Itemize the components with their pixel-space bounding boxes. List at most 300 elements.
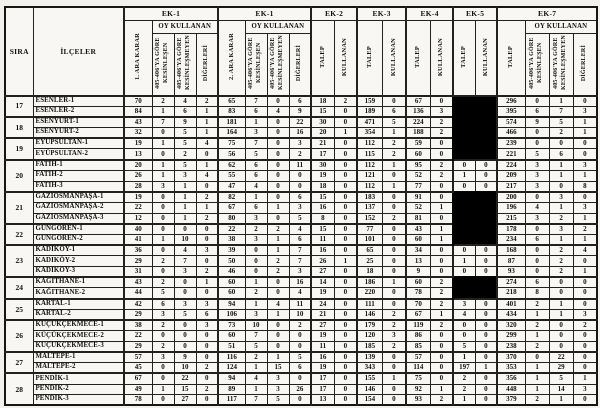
value-cell: 7 <box>245 395 267 406</box>
value-cell: 8 <box>311 213 334 224</box>
table-row <box>5 363 597 374</box>
value-cell: 2 <box>525 299 549 310</box>
value-cell: 0 <box>334 160 357 171</box>
value-cell: 0 <box>152 128 174 139</box>
header-ek1a-kesinlesen <box>152 34 174 96</box>
rotated-label: 405-406'YA GÖRE KESİNLEŞMEYEN <box>177 35 191 91</box>
value-cell: 0 <box>475 352 497 363</box>
value-cell: 27 <box>174 395 196 406</box>
value-cell: 164 <box>218 128 245 139</box>
value-cell: 0 <box>382 299 406 310</box>
rotated-label: TALEP <box>460 45 468 68</box>
value-cell: 12 <box>124 213 152 224</box>
value-cell: 6 <box>525 234 549 245</box>
redacted-cell <box>453 213 475 224</box>
value-cell: 0 <box>334 299 357 310</box>
value-cell: 1 <box>430 384 453 395</box>
rotated-label: 405-406'YA GÖRE KESİNLEŞMEYEN <box>270 35 285 91</box>
value-cell: 1 <box>196 106 218 117</box>
district-cell: KAĞITHANE-2 <box>33 288 124 299</box>
value-cell: 29 <box>124 309 152 320</box>
rotated-label: 1. ARA KARAR <box>134 33 142 81</box>
value-cell: 2 <box>430 288 453 299</box>
value-cell: 0 <box>196 352 218 363</box>
table-row <box>5 352 597 363</box>
value-cell: 21 <box>311 309 334 320</box>
value-cell: 7 <box>152 117 174 128</box>
value-cell: 2 <box>334 96 357 107</box>
value-cell: 2 <box>382 149 406 160</box>
value-cell: 181 <box>218 117 245 128</box>
rotated-label: KULLANAN <box>341 37 349 76</box>
district-cell: ESENLER-1 <box>33 96 124 107</box>
value-cell: 10 <box>245 320 267 331</box>
value-cell: 0 <box>334 117 357 128</box>
value-cell: 0 <box>382 96 406 107</box>
header-ek4-talep <box>406 21 430 96</box>
value-cell: 0 <box>196 331 218 342</box>
header-ek1b-title: EK-1 <box>218 7 311 21</box>
redacted-cell <box>453 106 475 117</box>
value-cell: 2 <box>245 288 267 299</box>
sira-cell: 21 <box>5 192 33 224</box>
value-cell: 0 <box>152 245 174 256</box>
value-cell: 43 <box>124 117 152 128</box>
value-cell: 5 <box>245 341 267 352</box>
value-cell: 0 <box>196 181 218 192</box>
header-ek1b-karar <box>218 21 245 96</box>
value-cell: 0 <box>245 256 267 267</box>
value-cell: 1 <box>549 299 573 310</box>
district-cell: EYÜPSULTAN-2 <box>33 149 124 160</box>
sira-cell: 26 <box>5 320 33 352</box>
table-row <box>5 138 597 149</box>
redacted-cell <box>453 117 475 128</box>
value-cell: 221 <box>497 149 525 160</box>
value-cell: 353 <box>497 363 525 374</box>
sira-cell: 19 <box>5 138 33 159</box>
value-cell: 155 <box>357 373 382 384</box>
table-row <box>5 213 597 224</box>
value-cell: 159 <box>357 96 382 107</box>
value-cell: 0 <box>289 341 311 352</box>
value-cell: 40 <box>124 224 152 235</box>
district-cell: KADIKÖY-2 <box>33 256 124 267</box>
value-cell: 56 <box>218 149 245 160</box>
value-cell: 0 <box>289 373 311 384</box>
value-cell: 9 <box>174 117 196 128</box>
value-cell: 57 <box>406 352 430 363</box>
value-cell: 0 <box>152 149 174 160</box>
value-cell: 26 <box>124 170 152 181</box>
header-ek1a-digerleri <box>196 34 218 96</box>
value-cell: 60 <box>218 331 245 342</box>
value-cell: 77 <box>406 181 430 192</box>
value-cell: 0 <box>573 149 597 160</box>
value-cell: 19 <box>311 363 334 374</box>
table-row <box>5 192 597 203</box>
value-cell: 6 <box>245 170 267 181</box>
value-cell: 0 <box>525 192 549 203</box>
value-cell: 379 <box>497 395 525 406</box>
value-cell: 6 <box>245 202 267 213</box>
value-cell: 0 <box>334 192 357 203</box>
value-cell: 0 <box>475 267 497 278</box>
value-cell: 0 <box>475 331 497 342</box>
value-cell: 168 <box>497 245 525 256</box>
value-cell: 0 <box>475 309 497 320</box>
value-cell: 7 <box>245 138 267 149</box>
value-cell: 94 <box>218 373 245 384</box>
value-cell: 80 <box>218 213 245 224</box>
value-cell: 1 <box>152 106 174 117</box>
value-cell: 11 <box>311 234 334 245</box>
value-cell: 0 <box>453 245 475 256</box>
value-cell: 2 <box>152 341 174 352</box>
value-cell: 0 <box>430 363 453 374</box>
value-cell: 3 <box>289 202 311 213</box>
value-cell: 197 <box>453 363 475 374</box>
value-cell: 6 <box>382 106 406 117</box>
header-ek1b-kesinlesen <box>245 34 267 96</box>
header-ek1a-kesinlesmeyen <box>174 34 196 96</box>
value-cell: 1 <box>453 256 475 267</box>
results-table-body <box>5 96 597 406</box>
value-cell: 75 <box>218 138 245 149</box>
value-cell: 3 <box>245 128 267 139</box>
header-sira: SIRA <box>5 7 33 96</box>
rotated-label: TALEP <box>318 45 326 68</box>
value-cell: 0 <box>334 181 357 192</box>
table-row <box>5 341 597 352</box>
value-cell: 5 <box>549 117 573 128</box>
district-cell: MALTEPE-2 <box>33 363 124 374</box>
redacted-cell <box>475 224 497 235</box>
table-row <box>5 117 597 128</box>
value-cell: 3 <box>245 309 267 320</box>
value-cell: 31 <box>124 267 152 278</box>
header-ek1a-oykullanan: OY KULLANAN <box>152 21 218 34</box>
value-cell: 0 <box>334 363 357 374</box>
table-row <box>5 256 597 267</box>
value-cell: 51 <box>218 341 245 352</box>
value-cell: 2 <box>430 128 453 139</box>
value-cell: 45 <box>124 363 152 374</box>
value-cell: 89 <box>218 384 245 395</box>
value-cell: 67 <box>406 96 430 107</box>
value-cell: 234 <box>497 234 525 245</box>
value-cell: 5 <box>245 149 267 160</box>
header-ek4-title: EK-4 <box>406 7 453 21</box>
value-cell: 1 <box>573 128 597 139</box>
value-cell: 27 <box>311 320 334 331</box>
value-cell: 93 <box>497 267 525 278</box>
value-cell: 0 <box>549 320 573 331</box>
district-cell: KADIKÖY-1 <box>33 245 124 256</box>
value-cell: 2 <box>382 341 406 352</box>
value-cell: 1 <box>430 202 453 213</box>
value-cell: 17 <box>311 373 334 384</box>
value-cell: 2 <box>245 352 267 363</box>
value-cell: 67 <box>218 202 245 213</box>
value-cell: 2 <box>430 395 453 406</box>
value-cell: 57 <box>124 352 152 363</box>
header-ek7-oykullanan: OY KULLANAN <box>525 21 597 34</box>
value-cell: 86 <box>406 331 430 342</box>
value-cell: 0 <box>334 277 357 288</box>
redacted-cell <box>475 117 497 128</box>
value-cell: 4 <box>174 96 196 107</box>
rotated-label: TALEP <box>365 45 373 68</box>
value-cell: 434 <box>497 309 525 320</box>
value-cell: 2 <box>196 213 218 224</box>
value-cell: 0 <box>289 331 311 342</box>
value-cell: 2 <box>549 267 573 278</box>
value-cell: 0 <box>196 234 218 245</box>
value-cell: 3 <box>196 299 218 310</box>
value-cell: 3 <box>453 299 475 310</box>
table-row <box>5 181 597 192</box>
header-ilceler: İLÇELER <box>33 7 124 96</box>
value-cell: 60 <box>406 149 430 160</box>
value-cell: 13 <box>406 256 430 267</box>
redacted-cell <box>475 213 497 224</box>
sira-cell: 25 <box>5 299 33 320</box>
value-cell: 9 <box>289 106 311 117</box>
value-cell: 50 <box>218 256 245 267</box>
value-cell: 1 <box>382 373 406 384</box>
value-cell: 1 <box>549 170 573 181</box>
rotated-label: DİĞERLERİ <box>581 45 588 82</box>
value-cell: 93 <box>406 395 430 406</box>
value-cell: 0 <box>430 245 453 256</box>
value-cell: 1 <box>245 117 267 128</box>
value-cell: 2 <box>573 320 597 331</box>
value-cell: 0 <box>549 288 573 299</box>
redacted-cell <box>453 192 475 203</box>
value-cell: 117 <box>218 395 245 406</box>
value-cell: 0 <box>334 149 357 160</box>
value-cell: 38 <box>218 234 245 245</box>
value-cell: 119 <box>406 320 430 331</box>
value-cell: 18 <box>357 267 382 278</box>
value-cell: 395 <box>497 106 525 117</box>
value-cell: 0 <box>453 320 475 331</box>
value-cell: 0 <box>334 331 357 342</box>
value-cell: 0 <box>267 341 289 352</box>
value-cell: 20 <box>311 128 334 139</box>
value-cell: 0 <box>573 299 597 310</box>
value-cell: 217 <box>497 181 525 192</box>
value-cell: 87 <box>497 256 525 267</box>
value-cell: 3 <box>573 106 597 117</box>
value-cell: 5 <box>289 352 311 363</box>
redacted-cell <box>475 96 497 107</box>
sira-cell: 24 <box>5 277 33 298</box>
header-ek1a-karar <box>124 21 152 96</box>
value-cell: 1 <box>475 363 497 374</box>
value-cell: 183 <box>357 192 382 203</box>
value-cell: 1 <box>549 96 573 107</box>
value-cell: 2 <box>453 384 475 395</box>
value-cell: 0 <box>475 395 497 406</box>
district-cell: PENDİK-1 <box>33 373 124 384</box>
redacted-cell <box>475 234 497 245</box>
value-cell: 0 <box>174 331 196 342</box>
value-cell: 2 <box>196 267 218 278</box>
value-cell: 8 <box>525 288 549 299</box>
value-cell: 239 <box>497 138 525 149</box>
value-cell: 121 <box>357 170 382 181</box>
value-cell: 2 <box>152 96 174 107</box>
value-cell: 6 <box>525 277 549 288</box>
header-ek7-title: EK-7 <box>497 7 597 21</box>
value-cell: 20 <box>124 160 152 171</box>
value-cell: 25 <box>357 256 382 267</box>
value-cell: 0 <box>453 267 475 278</box>
value-cell: 2 <box>430 160 453 171</box>
value-cell: 2 <box>549 128 573 139</box>
value-cell: 65 <box>357 245 382 256</box>
value-cell: 320 <box>497 320 525 331</box>
value-cell: 1 <box>430 309 453 320</box>
value-cell: 0 <box>382 363 406 374</box>
table-row <box>5 160 597 171</box>
value-cell: 1 <box>453 352 475 363</box>
value-cell: 0 <box>334 138 357 149</box>
value-cell: 0 <box>525 96 549 107</box>
value-cell: 43 <box>124 277 152 288</box>
value-cell: 0 <box>430 213 453 224</box>
value-cell: 1 <box>525 331 549 342</box>
table-row <box>5 309 597 320</box>
value-cell: 0 <box>573 352 597 363</box>
value-cell: 5 <box>453 341 475 352</box>
value-cell: 3 <box>152 309 174 320</box>
value-cell: 22 <box>124 331 152 342</box>
redacted-cell <box>475 277 497 288</box>
value-cell: 0 <box>334 309 357 320</box>
value-cell: 16 <box>289 128 311 139</box>
value-cell: 10 <box>174 363 196 374</box>
value-cell: 1 <box>525 363 549 374</box>
value-cell: 21 <box>311 138 334 149</box>
value-cell: 27 <box>311 267 334 278</box>
rotated-label: KULLANAN <box>389 37 397 76</box>
header-ek5-title: EK-5 <box>453 7 497 21</box>
value-cell: 44 <box>124 288 152 299</box>
value-cell: 218 <box>497 288 525 299</box>
value-cell: 146 <box>357 384 382 395</box>
table-row <box>5 170 597 181</box>
header-ek7-kesinlesen <box>525 34 549 96</box>
value-cell: 14 <box>549 384 573 395</box>
value-cell: 2 <box>196 192 218 203</box>
rotated-label: TALEP <box>414 45 422 68</box>
value-cell: 4 <box>267 106 289 117</box>
value-cell: 1 <box>573 117 597 128</box>
value-cell: 4 <box>196 170 218 181</box>
value-cell: 0 <box>453 331 475 342</box>
value-cell: 186 <box>357 277 382 288</box>
value-cell: 0 <box>267 320 289 331</box>
value-cell: 0 <box>573 277 597 288</box>
value-cell: 29 <box>124 256 152 267</box>
value-cell: 19 <box>124 192 152 203</box>
value-cell: 0 <box>549 138 573 149</box>
value-cell: 0 <box>196 149 218 160</box>
redacted-cell <box>453 224 475 235</box>
value-cell: 1 <box>525 373 549 384</box>
value-cell: 55 <box>218 170 245 181</box>
value-cell: 9 <box>406 267 430 278</box>
value-cell: 0 <box>267 128 289 139</box>
value-cell: 2 <box>196 363 218 374</box>
redacted-cell <box>475 192 497 203</box>
value-cell: 0 <box>430 256 453 267</box>
value-cell: 1 <box>549 160 573 171</box>
value-cell: 0 <box>196 288 218 299</box>
value-cell: 0 <box>152 192 174 203</box>
value-cell: 78 <box>124 395 152 406</box>
value-cell: 3 <box>196 245 218 256</box>
value-cell: 4 <box>289 224 311 235</box>
value-cell: 5 <box>267 395 289 406</box>
value-cell: 0 <box>174 277 196 288</box>
value-cell: 4 <box>525 202 549 213</box>
rotated-label: DİĞERLERİ <box>295 45 302 82</box>
rotated-label: KULLANAN <box>437 37 445 76</box>
value-cell: 0 <box>289 170 311 181</box>
value-cell: 94 <box>218 299 245 310</box>
value-cell: 3 <box>289 267 311 278</box>
value-cell: 0 <box>549 277 573 288</box>
table-row <box>5 106 597 117</box>
value-cell: 1 <box>430 234 453 245</box>
value-cell: 39 <box>218 245 245 256</box>
value-cell: 19 <box>311 288 334 299</box>
value-cell: 4 <box>453 309 475 320</box>
value-cell: 3 <box>245 213 267 224</box>
value-cell: 2 <box>382 320 406 331</box>
value-cell: 8 <box>573 181 597 192</box>
value-cell: 139 <box>357 352 382 363</box>
value-cell: 238 <box>497 341 525 352</box>
value-cell: 0 <box>267 192 289 203</box>
value-cell: 0 <box>267 160 289 171</box>
value-cell: 2 <box>267 224 289 235</box>
value-cell: 0 <box>430 267 453 278</box>
value-cell: 0 <box>334 234 357 245</box>
value-cell: 16 <box>289 277 311 288</box>
header-ek3-talep <box>357 21 382 96</box>
value-cell: 1 <box>453 170 475 181</box>
value-cell: 115 <box>357 149 382 160</box>
value-cell: 0 <box>430 352 453 363</box>
value-cell: 0 <box>267 288 289 299</box>
value-cell: 6 <box>289 363 311 374</box>
value-cell: 1 <box>267 245 289 256</box>
value-cell: 15 <box>311 106 334 117</box>
value-cell: 16 <box>311 245 334 256</box>
header-ek7-kesinlesmeyen <box>549 34 573 96</box>
value-cell: 1 <box>382 277 406 288</box>
value-cell: 1 <box>334 256 357 267</box>
value-cell: 3 <box>174 170 196 181</box>
value-cell: 0 <box>152 267 174 278</box>
value-cell: 41 <box>124 234 152 245</box>
value-cell: 15 <box>267 363 289 374</box>
